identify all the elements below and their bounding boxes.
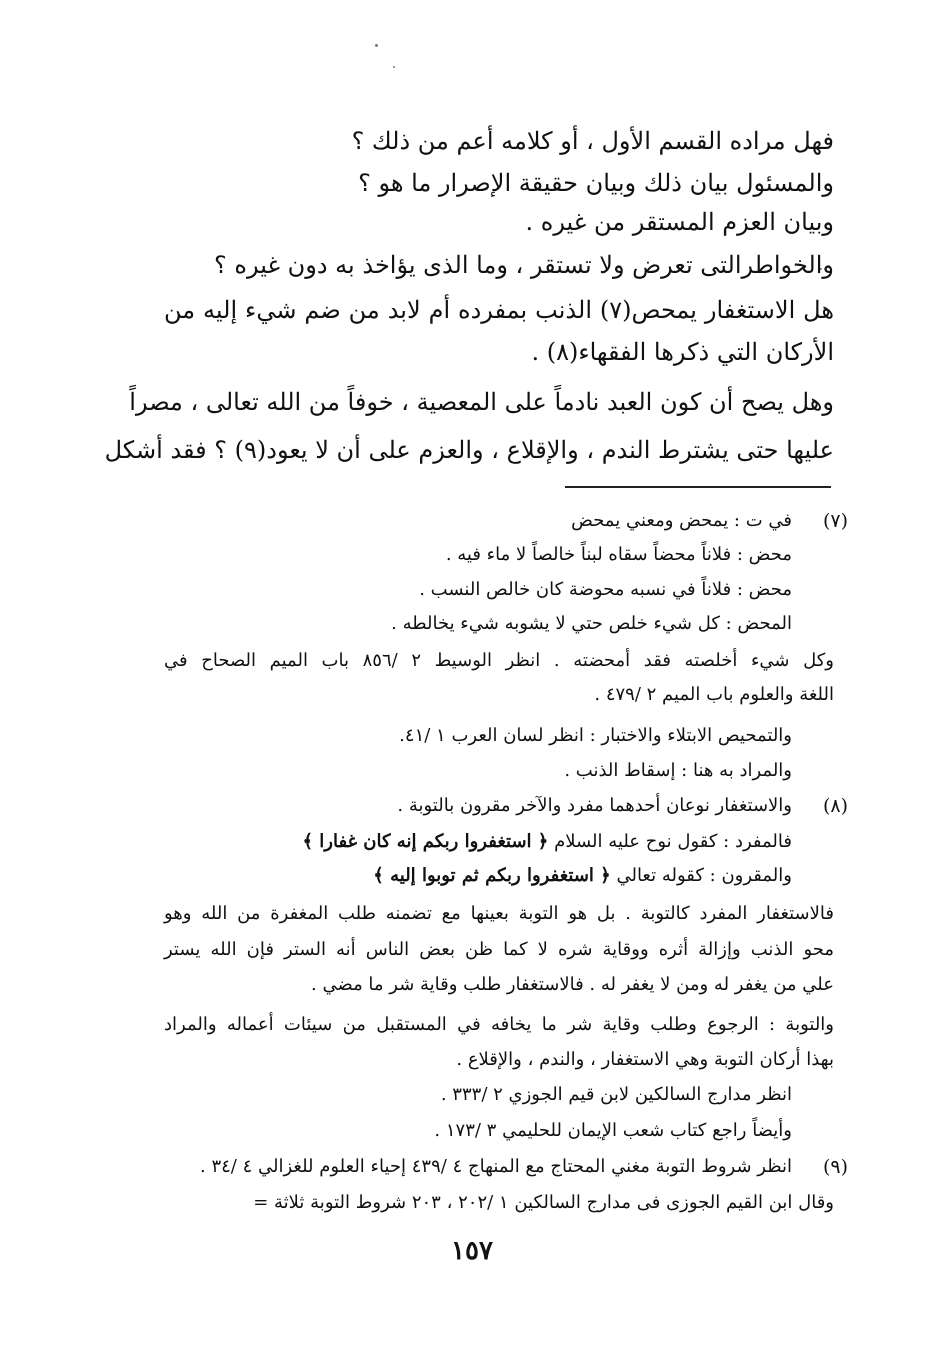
scan-speck [393,66,395,68]
footnote-line: وأيضاً راجع كتاب شعب الإيمان للحليمي ٣ /١٧٣ . [434,1120,792,1141]
footnote-line: وكل شيء أخلصته فقد أمحضته . انظر الوسيط ٢ /٨٥٦ باب الميم الصحاح في [164,650,834,671]
footnote-line: انظر مدارج السالكين لابن قيم الجوزي ٢ /٣٣٣ . [440,1084,792,1105]
main-text-line: والمسئول بيان ذلك وبيان حقيقة الإصرار ما هو ؟ [358,169,834,197]
footnote-line: وقال ابن القيم الجوزى فى مدارج السالكين ١ /٢٠٢ ، ٢٠٣ شروط التوبة ثلاثة = [253,1192,834,1213]
scan-speck [375,44,378,47]
footnote-line: والتوبة : الرجوع وطلب وقاية شر ما يخافه في المستقبل من سيئات أعماله والمراد [164,1014,834,1035]
footnote-line [164,833,792,851]
footnote-text: فالمفرد : كقول نوح عليه السلام [554,831,792,852]
footnote-number: (٧) [822,510,848,532]
main-text-line: وبيان العزم المستقر من غيره . [525,208,834,236]
footnote-line: والاستغفار نوعان أحدهما مفرد والآخر مقرون بالتوبة . [397,795,792,816]
footnote-line: محض : فلاناً في نسبه محوضة كان خالص النسب . [419,579,792,600]
footnote-line [164,867,792,885]
footnote-line: محو الذنب وإزالة أثره ووقاية شره لا كما ظن بعض الناس أنه الستر فإن الله يستر [164,939,834,960]
main-text-line: وهل يصح أن كون العبد نادماً على المعصية ، خوفاً من الله تعالى ، مصراً [129,388,834,416]
main-text-line: عليها حتى يشترط الندم ، والإقلاع ، والعزم على أن لا يعود(٩) ؟ فقد أشكل [104,436,834,464]
quran-verse: ﴿ استغفروا ربكم ثم توبوا إليه ﴾ [373,865,611,886]
main-text-line: الأركان التي ذكرها الفقهاء(٨) . [531,338,834,366]
footnote-line: اللغة والعلوم باب الميم ٢ /٤٧٩ . [594,684,834,705]
main-text-line: فهل مراده القسم الأول ، أو كلامه أعم من ذلك ؟ [351,127,834,155]
footnote-line: فالاستغفار المفرد كالتوبة . بل هو التوبة بعينها مع تضمنه طلب المغفرة من الله وهو [164,903,834,924]
footnote-line: المحض : كل شيء خلص حتي لا يشوبه شيء يخالطه . [391,613,792,634]
footnote-separator [565,486,831,488]
page-number: ١٥٧ [451,1236,493,1266]
quran-verse: ﴿ استغفروا ربكم إنه كان غفارا ﴾ [302,831,549,852]
main-text-line: والخواطرالتى تعرض ولا تستقر ، وما الذى يؤاخذ به دون غيره ؟ [214,251,834,279]
footnote-line: والتمحيص الابتلاء والاختبار : انظر لسان العرب ١ /٤١. [399,725,792,746]
footnote-number: (٨) [822,795,848,817]
footnote-line: علي من يغفر له ومن لا يغفر له . فالاستغفار طلب وقاية شر ما مضي . [311,974,834,995]
footnote-line: انظر شروط التوبة مغني المحتاج مع المنهاج ٤ /٤٣٩ إحياء العلوم للغزالي ٤ /٣٤ . [199,1156,792,1177]
footnote-text: والمقرون : كقوله تعالي [616,865,792,886]
main-text-line: هل الاستغفار يمحص(٧) الذنب بمفرده أم لابد من ضم شيء إليه من [164,296,834,324]
footnote-line: محض : فلاناً محضاً سقاه لبناً خالصاً لا ماء فيه . [445,544,792,565]
footnote-number: (٩) [822,1156,848,1178]
footnote-line: بهذا أركان التوبة وهي الاستغفار ، والندم ، والإقلاع . [456,1049,834,1070]
footnote-line: والمراد به هنا : إسقاط الذنب . [564,760,792,781]
footnote-line: في ت : يمحض ومعني يمحض [571,510,792,531]
